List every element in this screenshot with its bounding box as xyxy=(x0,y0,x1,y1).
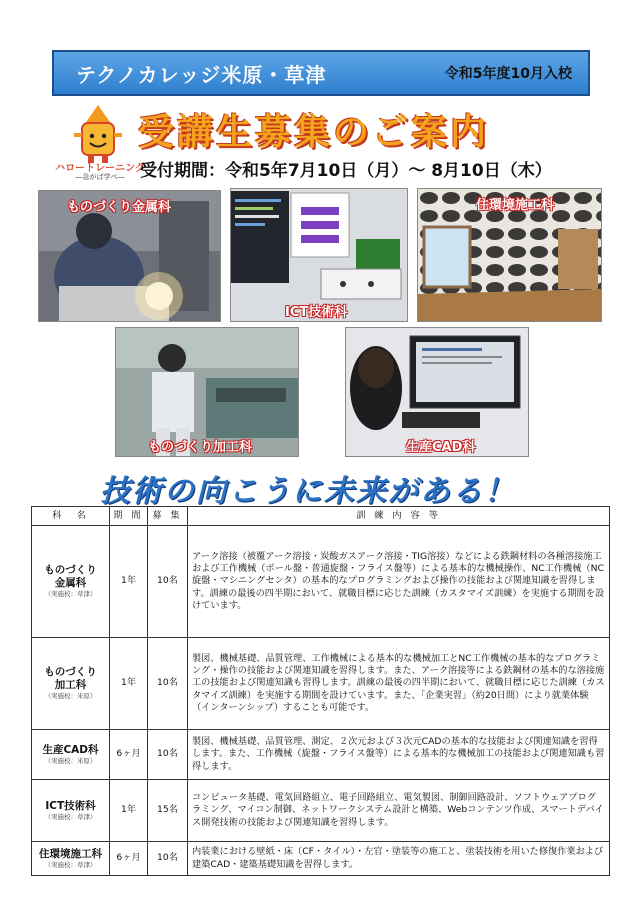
course-location: （実施校：草津） xyxy=(44,812,97,821)
electronics-photo xyxy=(230,188,408,322)
course-name-cell xyxy=(32,842,110,876)
header-period: 期 間 xyxy=(110,507,148,526)
photo-label-interior: 住環境施工科 xyxy=(476,198,555,213)
hello-training-mascot-icon xyxy=(62,103,134,165)
header-content: 訓 練 内 容 等 xyxy=(188,507,610,526)
course-capacity: 10名 xyxy=(148,638,188,730)
course-content: 内装業における壁紙・床（CF・タイル）・左官・塗装等の施工と、塗装技術を用いた修復作業および建築CAD・建築基礎知識を習得します。 xyxy=(188,842,610,876)
course-period: 1年 xyxy=(110,526,148,638)
course-name: ICT技術科 xyxy=(45,799,96,812)
table-row xyxy=(32,730,610,780)
logo-tagline: ―急がば学べ― xyxy=(75,173,125,181)
course-location: （実施校：米原） xyxy=(44,692,97,700)
course-capacity: 15名 xyxy=(148,780,188,842)
table-row xyxy=(32,842,610,876)
course-name-cell xyxy=(32,526,110,638)
interior-room-photo xyxy=(417,188,602,322)
page-headline: 受講生募集のご案内 xyxy=(138,112,490,153)
photo-label-metal: ものづくり金属科 xyxy=(67,200,172,215)
course-location: （実施校：草津） xyxy=(44,860,97,869)
course-period: 1年 xyxy=(110,638,148,730)
course-name-cell xyxy=(32,780,110,842)
course-name: ものづくり xyxy=(44,564,97,576)
course-period: 1年 xyxy=(110,780,148,842)
course-name: 金属科 xyxy=(54,577,87,589)
course-name: ものづくり xyxy=(44,666,97,678)
application-period: 受付期間：令和5年7月10日（月）～ 8月10日（木） xyxy=(140,161,552,181)
course-content: アーク溶接（被覆アーク溶接・炭酸ガスアーク溶接・TIG溶接）などによる鉄鋼材料の各種溶接施工および工作機械（ボール盤・普通旋盤・フライス盤等）による基本的な機械操作、NC工作機械（NC旋盤・マシニングセンタ）の基本的なプログラミングおよび操作の技能および関連知識を習得します。訓練の最後の四半期において、就職目標に応じた訓練（カスタマイズ訓練）を実施する期間を設けています。 xyxy=(188,526,610,638)
course-content: 製図、機械基礎、品質管理、測定、２次元および３次元CADの基本的な技能および関連知識を習得します。また、工作機械（旋盤・フライス盤等）による基本的な機械加工の技能および関連知識も習得します。 xyxy=(188,730,610,780)
table-header-row xyxy=(32,507,610,526)
table-row xyxy=(32,780,610,842)
course-period: 6ヶ月 xyxy=(110,730,148,780)
course-table xyxy=(31,506,610,876)
logo-name: ハロートレーニング xyxy=(55,163,145,174)
school-name: テクノカレッジ米原・草津 xyxy=(76,62,327,87)
course-location: （実施校：草津） xyxy=(44,590,97,598)
course-name-cell xyxy=(32,638,110,730)
cad-workstation-photo xyxy=(345,327,529,457)
header-course: 科 名 xyxy=(32,507,110,526)
table-row xyxy=(32,526,610,638)
course-content: コンピュータ基礎、電気回路組立、電子回路組立、電気製図、制御回路設計、ソフトウェアプログラミング、マイコン制御、ネットワークシステム設計と構築、Webコンテンツ作成、スマートデバイス開発技術の技能および関連知識を習得します。 xyxy=(188,780,610,842)
course-name-cell xyxy=(32,730,110,780)
course-capacity: 10名 xyxy=(148,526,188,638)
header-capacity: 募 集 xyxy=(148,507,188,526)
course-name: 加工科 xyxy=(54,679,87,691)
course-period: 6ヶ月 xyxy=(110,842,148,876)
enrollment-term: 令和5年度10月入校 xyxy=(444,66,572,82)
course-name: 生産CAD科 xyxy=(42,743,99,756)
course-location: （実施校：米原） xyxy=(44,756,97,765)
lathe-photo xyxy=(115,327,299,457)
welding-photo xyxy=(38,190,221,322)
slogan: 技術の向こうに未来がある！ xyxy=(100,474,516,509)
course-capacity: 10名 xyxy=(148,842,188,876)
course-name: 住環境施工科 xyxy=(39,847,102,860)
table-row xyxy=(32,638,610,730)
course-content: 製図、機械基礎、品質管理、工作機械による基本的な機械加工とNC工作機械の基本的なプログラミング・操作の技能および関連知識を習得します。また、アーク溶接等による鉄鋼材の基本的な溶接施工の技能および関連知識も習得します。訓練の最後の四半期において、就職目標に応じた訓練（カスタマイズ訓練）を実施する期間を設けています。また、「企業実習」（約20日間）により就業体験（インターンシップ）することも可能です。 xyxy=(188,638,610,730)
photo-label-cad: 生産CAD科 xyxy=(406,440,476,455)
course-capacity: 10名 xyxy=(148,730,188,780)
header-banner xyxy=(52,50,590,96)
photo-label-ict: ICT技術科 xyxy=(285,305,348,320)
photo-label-machining: ものづくり加工科 xyxy=(148,440,253,455)
